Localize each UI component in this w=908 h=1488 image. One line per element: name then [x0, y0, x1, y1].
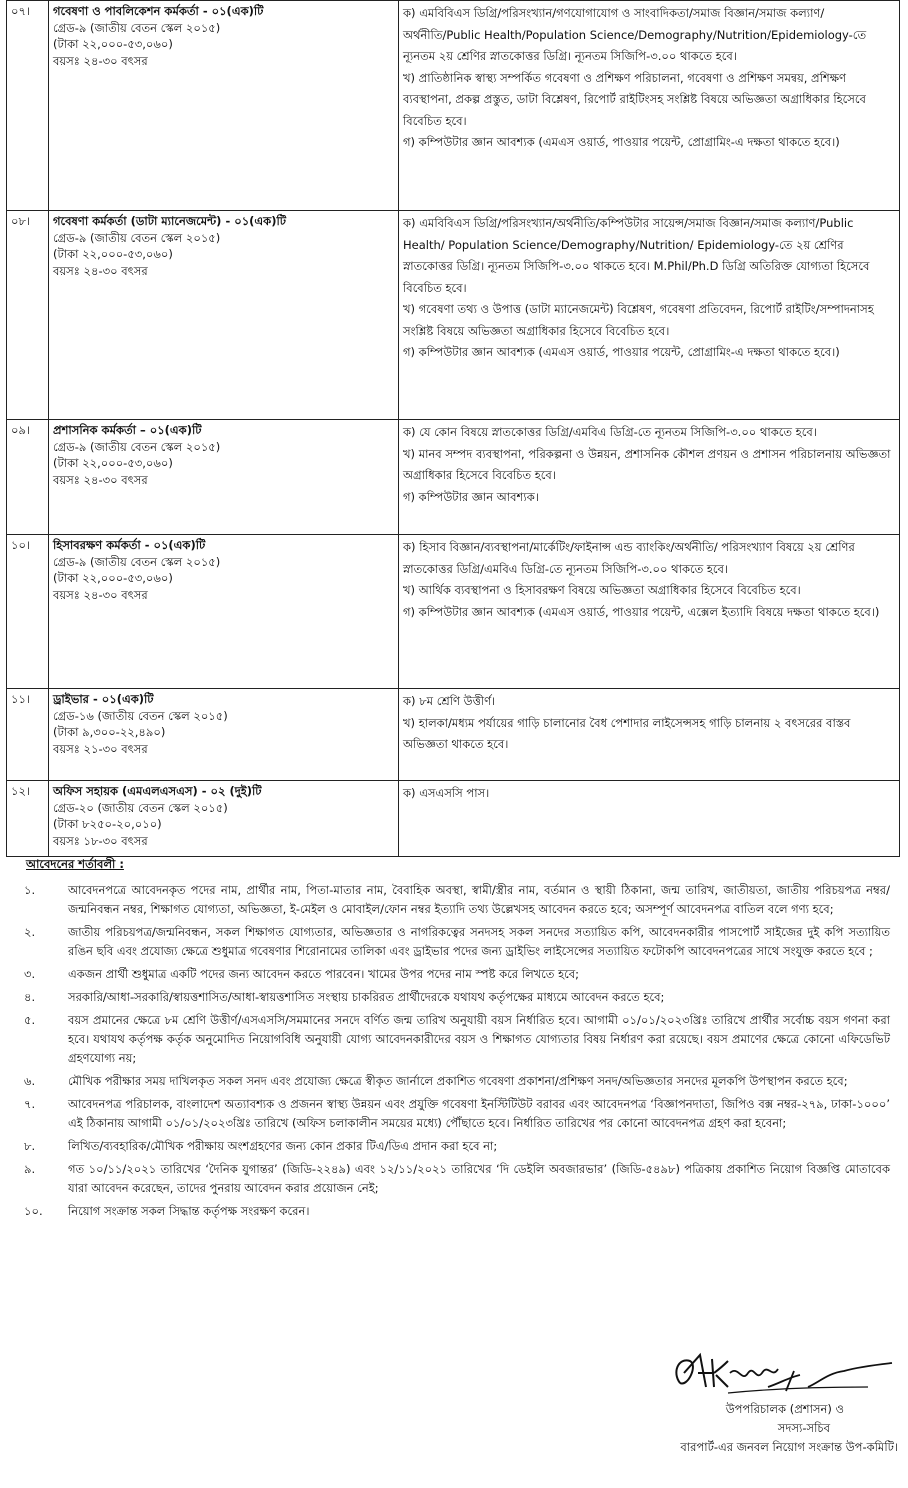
job-title: গবেষণা কর্মকর্তা (ডাটা ম্যানেজমেন্ট) - ০১(এক)টি: [53, 214, 287, 228]
requirement-item: ক) এমবিবিএস ডিগ্রি/পরিসংখ্যান/গণযোগাযোগ ও সাংবাদিকতা/সমাজ বিজ্ঞান/সমাজ কল্যাণ/অর্থনীতি/Public Health/Population Science/Demography/Nutrition/Epidemiology-তে ন্যূনতম ২য় শ্রেণির স্নাতকোত্তর ডিগ্রি। ন্যূনতম সিজিপি-৩.০০ থাকতে হবে।: [403, 6, 867, 63]
requirement-item: ক) এমবিবিএস ডিগ্রি/পরিসংখ্যান/অর্থনীতি/কম্পিউটার সায়েন্স/সমাজ বিজ্ঞান/সমাজ কল্যাণ/Public Health/ Population Science/Demography/Nutrition/ Epidemiology-তে ২য় শ্রেণির স্নাতকোত্তর ডিগ্রি। ন্যূনতম সিজিপি-৩.০০ থাকতে হবে। M.Phil/Ph.D ডিগ্রি অতিরিক্ত যোগ্যতা হিসেবে বিবেচিত হবে।: [403, 216, 870, 295]
signatory-role: সদস্য-সচিব: [777, 1421, 830, 1435]
condition-number: ৪.: [24, 990, 36, 1004]
job-grade: গ্রেড-৯ (জাতীয় বেতন স্কেল ২০১৫): [53, 230, 221, 245]
condition-item: [6, 1095, 896, 1133]
condition-item: [6, 1072, 896, 1091]
condition-number: ৯.: [24, 1162, 36, 1176]
job-age-limit: বয়সঃ ২১-৩০ বৎসর: [53, 741, 148, 756]
job-row: [7, 211, 900, 420]
job-serial: ১১।: [7, 689, 49, 781]
job-title: হিসাবরক্ষণ কর্মকর্তা - ০১(এক)টি: [53, 538, 206, 552]
handwritten-signature: [668, 1343, 898, 1397]
condition-number: ৭.: [24, 1097, 36, 1111]
job-age-limit: বয়সঃ ২৪-৩০ বৎসর: [53, 53, 148, 68]
job-requirements-cell: [399, 535, 900, 689]
job-title: প্রশাসনিক কর্মকর্তা – ০১(এক)টি: [53, 423, 202, 437]
requirement-item: গ) কম্পিউটার জ্ঞান আবশ্যক।: [403, 489, 539, 504]
condition-item: [6, 1202, 896, 1221]
job-pay-scale: (টাকা ২২,০০০-৫৩,০৬০): [53, 247, 173, 261]
job-age-limit: বয়সঃ ২৪-৩০ বৎসর: [53, 263, 148, 278]
condition-number: ৮.: [24, 1139, 36, 1153]
requirement-item: খ) মানব সম্পদ ব্যবস্থাপনা, পরিকল্পনা ও উন্নয়ন, প্রশাসনিক কৌশল প্রণয়ন ও প্রশাসন পরিচালনায় অভিজ্ঞতা অগ্রাধিকার হিসেবে বিবেচিত হবে।: [403, 446, 891, 482]
job-serial: ১০।: [7, 535, 49, 689]
job-age-limit: বয়সঃ ২৪-৩০ বৎসর: [53, 472, 148, 487]
job-age-limit: বয়সঃ ১৮-৩০ বৎসর: [53, 833, 148, 848]
requirement-item: খ) আর্থিক ব্যবস্থাপনা ও হিসাবরক্ষণ বিষয়ে অভিজ্ঞতা অগ্রাধিকার হিসেবে বিবেচিত হবে।: [403, 583, 801, 597]
job-requirements-cell: [399, 689, 900, 781]
job-serial: ০৯।: [7, 420, 49, 535]
job-pay-scale: (টাকা ৯,৩০০-২২,৪৯০): [53, 725, 166, 739]
requirement-item: খ) গবেষণা তথ্য ও উপাত্ত (ডাটা ম্যানেজমেন্ট) বিশ্লেষণ, গবেষণা প্রতিবেদন, রিপোর্ট রাইটিং/সম্পাদনাসহ সংশ্লিষ্ট বিষয়ে অভিজ্ঞতা অগ্রাধিকার হিসেবে বিবেচিত হবে।: [403, 302, 874, 338]
job-age-limit: বয়সঃ ২৪-৩০ বৎসর: [53, 587, 148, 602]
job-pay-scale: (টাকা ২২,০০০-৫৩,০৬০): [53, 571, 173, 585]
requirement-item: খ) প্রাতিষ্ঠানিক স্বাস্থ্য সম্পর্কিত গবেষণা ও প্রশিক্ষণ পরিচালনা, গবেষণা ও প্রশিক্ষণ সমন্বয়, প্রশিক্ষণ ব্যবস্থাপনা, প্রকল্প প্রস্তুত, ডাটা বিশ্লেষণ, রিপোর্ট রাইটিংসহ সংশ্লিষ্ট বিষয়ে অভিজ্ঞতা অগ্রাধিকার হিসেবে বিবেচিত হবে।: [403, 70, 866, 128]
job-post-cell: [49, 1, 399, 211]
requirement-item: গ) কম্পিউটার জ্ঞান আবশ্যক (এমএস ওয়ার্ড, পাওয়ার পয়েন্ট, প্রোগ্রামিং-এ দক্ষতা থাকতে হবে।): [403, 135, 840, 149]
requirement-item: ক) ৮ম শ্রেণি উত্তীর্ণ।: [403, 694, 496, 708]
requirement-item: ক) হিসাব বিজ্ঞান/ব্যবস্থাপনা/মার্কেটিং/ফাইনান্স এন্ড ব্যাংকিং/অর্থনীতি/ পরিসংখ্যাণ বিষয়ে ২য় শ্রেণির স্নাতকোত্তর ডিগ্রি/এমবিএ ডিগ্রি-তে ন্যূনতম সিজিপি-৩.০০ থাকতে হবে।: [403, 540, 855, 576]
condition-number: ২.: [24, 925, 36, 939]
job-row: [7, 689, 900, 781]
requirement-item: গ) কম্পিউটার জ্ঞান আবশ্যক (এমএস ওয়ার্ড, পাওয়ার পয়েন্ট, প্রোগ্রামিং-এ দক্ষতা থাকতে হবে।): [403, 345, 840, 359]
condition-text: মৌখিক পরীক্ষার সময় দাখিলকৃত সকল সনদ এবং প্রযোজ্য ক্ষেত্রে স্বীকৃত জার্নালে প্রকাশিত গবেষণা প্রকাশনা/প্রশিক্ষণ সনদ/অভিজ্ঞতার সনদের মূলকপি উপস্থাপন করতে হবে;: [68, 1074, 848, 1088]
condition-text: নিয়োগ সংক্রান্ত সকল সিদ্ধান্ত কর্তৃপক্ষ সংরক্ষণ করেন।: [68, 1204, 310, 1218]
job-post-cell: [49, 420, 399, 535]
job-grade: গ্রেড-৯ (জাতীয় বেতন স্কেল ২০১৫): [53, 20, 221, 35]
signature-block: [680, 1400, 898, 1457]
condition-text: একজন প্রার্থী শুধুমাত্র একটি পদের জন্য আবেদন করতে পারবেন। খামের উপর পদের নাম স্পষ্ট করে লিখতে হবে;: [68, 967, 580, 981]
job-requirements-cell: [399, 211, 900, 420]
condition-number: ৩.: [24, 967, 36, 981]
signatory-committee: বারপার্ট-এর জনবল নিয়োগ সংক্রান্ত উপ-কমিটি।: [680, 1440, 898, 1454]
job-row: [7, 1, 900, 211]
condition-item: [6, 923, 896, 961]
condition-item: [6, 1137, 896, 1156]
job-requirements-cell: [399, 781, 900, 857]
job-post-cell: [49, 211, 399, 420]
conditions-heading: আবেদনের শর্তাবলী :: [26, 857, 124, 871]
job-row: [7, 420, 900, 535]
job-post-cell: [49, 689, 399, 781]
condition-item: [6, 1160, 896, 1198]
condition-text: সরকারি/আধা-সরকারি/স্বায়ত্তশাসিত/আধা-স্বায়ত্তশাসিত সংস্থায় চাকরিরত প্রার্থীদেরকে যথাযথ কর্তৃপক্ষের মাধ্যমে আবেদন করতে হবে;: [68, 990, 665, 1004]
condition-number: ১০.: [24, 1204, 43, 1218]
job-grade: গ্রেড-১৬ (জাতীয় বেতন স্কেল ২০১৫): [53, 708, 228, 723]
condition-text: বয়স প্রমানের ক্ষেত্রে ৮ম শ্রেণি উত্তীর্ণ/এসএসসি/সমমানের সনদে বর্ণিত জন্ম তারিখ অনুযায়ী বয়স নির্ধারিত হবে। আগামী ০১/০১/২০২৩খ্রিঃ তারিখে প্রার্থীর সর্বোচ্চ বয়স গণনা করা হবে। যথাযথ কর্তৃপক্ষ কর্তৃক অনুমোদিত নিয়োগবিধি অনুযায়ী যোগ্য আবেদনকারীদের বয়স ও শিক্ষাগত যোগ্যতার বিষয় নির্ধারণ করা রয়েছে। বয়স প্রমাণের ক্ষেত্রে কোনো এফিডেভিট গ্রহণযোগ্য নয়;: [68, 1013, 890, 1065]
requirement-item: খ) হালকা/মধ্যম পর্যায়ের গাড়ি চালানোর বৈধ পেশাদার লাইসেন্সসহ গাড়ি চালনায় ২ বৎসরের বাস্তব অভিজ্ঞতা থাকতে হবে।: [403, 715, 851, 751]
job-pay-scale: (টাকা ৮২৫০-২০,০১০): [53, 817, 162, 831]
job-row: [7, 535, 900, 689]
job-post-cell: [49, 781, 399, 857]
job-row: [7, 781, 900, 857]
requirement-item: ক) এসএসসি পাস।: [403, 786, 490, 800]
signatory-designation: উপপরিচালক (প্রশাসন) ও: [725, 1402, 844, 1416]
condition-text: আবেদনপত্রে আবেদনকৃত পদের নাম, প্রার্থীর নাম, পিতা-মাতার নাম, বৈবাহিক অবস্থা, স্বামী/স্ত্রীর নাম, বর্তমান ও স্থায়ী ঠিকানা, জন্ম তারিখ, জাতীয়তা, জাতীয় পরিচয়পত্র নম্বর/জন্মনিবন্ধন নম্বর, শিক্ষাগত যোগ্যতা, অভিজ্ঞতা, ই-মেইল ও মোবাইল/ফোন নম্বর ইত্যাদি তথ্য উল্লেখসহ আবেদন করতে হবে; অসম্পূর্ণ আবেদনপত্র বাতিল বলে গণ্য হবে;: [68, 883, 890, 916]
job-title: ড্রাইভার - ০১(এক)টি: [53, 692, 154, 706]
condition-text: আবেদনপত্র পরিচালক, বাংলাদেশ অত্যাবশ্যক ও প্রজনন স্বাস্থ্য উন্নয়ন এবং প্রযুক্তি গবেষণা ইনস্টিটিউট বরাবর এবং আবেদনপত্র ‘বিজ্ঞাপনদাতা, জিপিও বক্স নম্বর-২৭৯, ঢাকা-১০০০’ এই ঠিকানায় আগামী ০১/০১/২০২৩খ্রিঃ তারিখে (অফিস চলাকালীন সময়ের মধ্যে) পৌঁছাতে হবে। নির্ধারিত তারিখের পর কোনো আবেদনপত্র গ্রহণ করা হবেনা;: [68, 1097, 890, 1130]
job-post-cell: [49, 535, 399, 689]
job-serial: ০৭।: [7, 1, 49, 211]
job-grade: গ্রেড-২০ (জাতীয় বেতন স্কেল ২০১৫): [53, 800, 228, 815]
condition-text: গত ১০/১১/২০২১ তারিখের ‘দৈনিক যুগান্তর’ (জিডি-২২৪৯) এবং ১২/১১/২০২১ তারিখের ‘দি ডেইলি অবজারভার’ (জিডি-৫৪৯৮) পত্রিকায় প্রকাশিত নিয়োগ বিজ্ঞপ্তি মোতাবেক যারা আবেদন করেছেন, তাদের পুনরায় আবেদন করার প্রয়োজন নেই;: [68, 1162, 890, 1195]
requirement-item: ক) যে কোন বিষয়ে স্নাতকোত্তর ডিগ্রি/এমবিএ ডিগ্রি-তে ন্যূনতম সিজিপি-৩.০০ থাকতে হবে।: [403, 425, 817, 439]
job-title: অফিস সহায়ক (এমএলএসএস) - ০২ (দুই)টি: [53, 784, 262, 798]
job-pay-scale: (টাকা ২২,০০০-৫৩,০৬০): [53, 37, 173, 51]
condition-number: ৫.: [24, 1013, 36, 1027]
condition-item: [6, 988, 896, 1007]
job-pay-scale: (টাকা ২২,০০০-৫৩,০৬০): [53, 456, 173, 470]
job-table: [6, 0, 900, 857]
job-serial: ০৮।: [7, 211, 49, 420]
condition-item: [6, 881, 896, 919]
job-title: গবেষণা ও পাবলিকেশন কর্মকর্তা - ০১(এক)টি: [53, 4, 264, 18]
conditions-list: [6, 881, 896, 1221]
requirement-item: গ) কম্পিউটার জ্ঞান আবশ্যক (এমএস ওয়ার্ড, পাওয়ার পয়েন্ট, এক্সেল ইত্যাদি বিষয়ে দক্ষতা থাকতে হবে।): [403, 604, 880, 619]
condition-number: ১.: [24, 883, 36, 897]
condition-item: [6, 1011, 896, 1068]
job-requirements-cell: [399, 420, 900, 535]
conditions-section: [6, 856, 896, 1225]
condition-text: জাতীয় পরিচয়পত্র/জন্মনিবন্ধন, সকল শিক্ষাগত যোগ্যতার, অভিজ্ঞতার ও নাগরিকত্বের সনদসহ সকল সনদের সত্যায়িত কপি, আবেদনকারীর পাসপোর্ট সাইজের দুই কপি সত্যায়িত রঙিন ছবি এবং প্রযোজ্য ক্ষেত্রে শুধুমাত্র গবেষণার শিরোনামের তালিকা এবং ড্রাইভার পদের জন্য ড্রাইভিং লাইসেন্সের সত্যায়িত ফটোকপি আবেদনপত্রের সাথে সংযুক্ত করতে হবে ;: [68, 925, 890, 958]
condition-item: [6, 965, 896, 984]
job-grade: গ্রেড-৯ (জাতীয় বেতন স্কেল ২০১৫): [53, 439, 221, 454]
job-requirements-cell: [399, 1, 900, 211]
condition-number: ৬.: [24, 1074, 36, 1088]
job-grade: গ্রেড-৯ (জাতীয় বেতন স্কেল ২০১৫): [53, 554, 221, 569]
condition-text: লিখিত/ব্যবহারিক/মৌখিক পরীক্ষায় অংশগ্রহণের জন্য কোন প্রকার টিএ/ডিএ প্রদান করা হবে না;: [68, 1139, 498, 1153]
job-serial: ১২।: [7, 781, 49, 857]
